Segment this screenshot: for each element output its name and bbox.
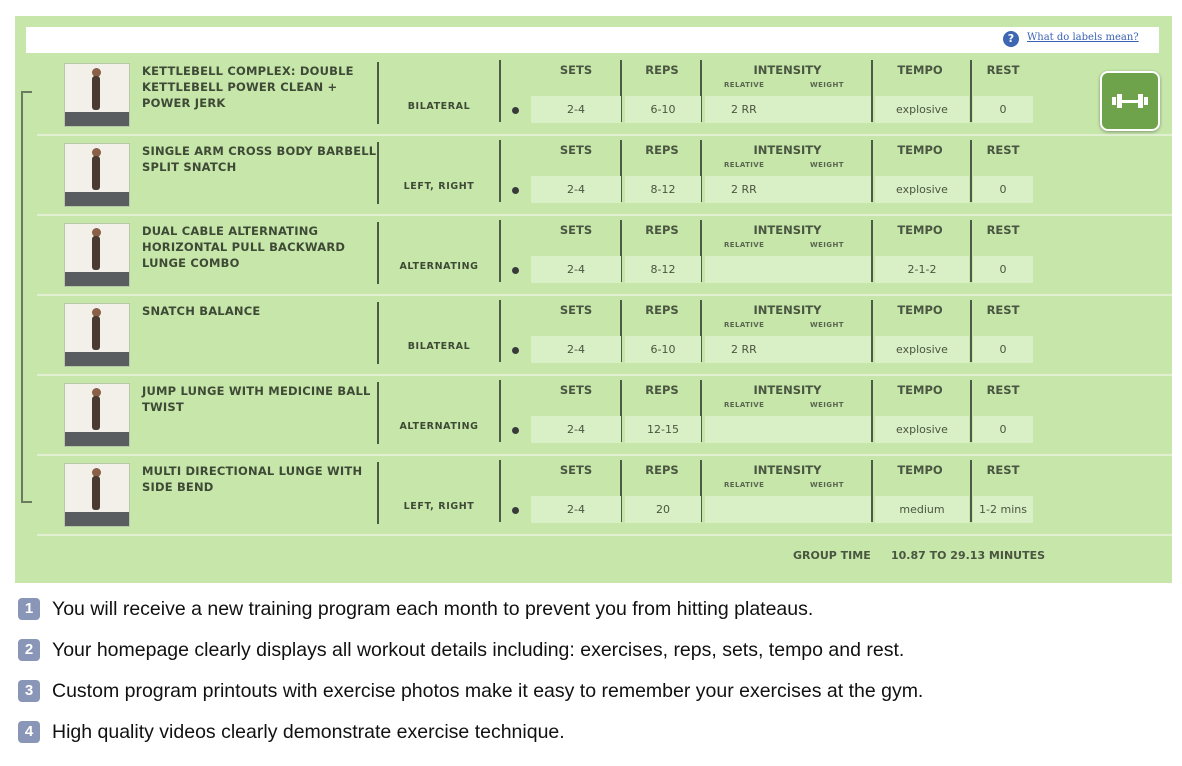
column-divider: [499, 60, 501, 122]
reps-value: 6-10: [625, 336, 701, 363]
exercise-name[interactable]: KETTLEBELL COMPLEX: DOUBLE KETTLEBELL POWER CLEAN + POWER JERK: [142, 64, 354, 110]
column-divider: [377, 302, 379, 364]
sets-value: 2-4: [531, 256, 621, 283]
tempo-header: TEMPO: [897, 463, 943, 477]
thumbnail-floor: [65, 192, 129, 206]
feature-note: [18, 719, 1168, 760]
exercise-thumbnail[interactable]: [64, 143, 130, 207]
panel-topbar: [26, 27, 1159, 53]
exercise-thumbnail[interactable]: [64, 463, 130, 527]
sets-value: 2-4: [531, 176, 621, 203]
workout-panel: [15, 16, 1172, 583]
bullet-dot: [512, 187, 519, 194]
intensity-weight-subheader: WEIGHT: [810, 401, 844, 409]
thumbnail-floor: [65, 352, 129, 366]
tempo-value: medium: [875, 496, 969, 523]
group-time-value: 10.87 TO 29.13 MINUTES: [891, 549, 1046, 562]
column-divider: [377, 382, 379, 444]
intensity-weight-subheader: WEIGHT: [810, 241, 844, 249]
bullet-dot: [512, 107, 519, 114]
intensity-header: INTENSITY: [753, 63, 822, 77]
column-divider: [499, 460, 501, 522]
thumbnail-figure-body: [92, 156, 100, 190]
exercise-name[interactable]: JUMP LUNGE WITH MEDICINE BALL TWIST: [142, 384, 371, 414]
column-divider: [871, 60, 873, 122]
side-label: LEFT, RIGHT: [403, 501, 475, 512]
reps-value: 8-12: [625, 256, 701, 283]
rest-header: REST: [986, 463, 1020, 477]
intensity-value: [705, 256, 871, 283]
exercise-list: [15, 56, 1172, 536]
dumbbell-icon: [1110, 91, 1150, 111]
rest-header: REST: [986, 63, 1020, 77]
question-icon[interactable]: ?: [1003, 31, 1019, 47]
reps-header: REPS: [645, 303, 679, 317]
thumbnail-floor: [65, 432, 129, 446]
exercise-thumbnail[interactable]: [64, 223, 130, 287]
number-badge: 4: [18, 721, 40, 743]
sets-header: SETS: [559, 383, 593, 397]
labels-help-link[interactable]: What do labels mean?: [1027, 32, 1139, 43]
intensity-relative-subheader: RELATIVE: [724, 321, 765, 329]
reps-header: REPS: [645, 383, 679, 397]
sets-header: SETS: [559, 63, 593, 77]
reps-header: REPS: [645, 223, 679, 237]
sets-header: SETS: [559, 223, 593, 237]
side-label: BILATERAL: [407, 341, 471, 352]
column-divider: [871, 140, 873, 202]
intensity-weight-subheader: WEIGHT: [810, 81, 844, 89]
exercise-name[interactable]: SINGLE ARM CROSS BODY BARBELL SPLIT SNATCH: [142, 144, 377, 174]
tempo-value: explosive: [875, 176, 969, 203]
number-badge: 1: [18, 598, 40, 620]
tempo-header: TEMPO: [897, 63, 943, 77]
thumbnail-floor: [65, 512, 129, 526]
intensity-value: 2 RR: [705, 96, 871, 123]
feature-note-text: You will receive a new training program each month to prevent you from hitting plateaus.: [52, 598, 814, 620]
thumbnail-figure-body: [92, 236, 100, 270]
tempo-value: 2-1-2: [875, 256, 969, 283]
column-divider: [871, 460, 873, 522]
tempo-value: explosive: [875, 96, 969, 123]
reps-value: 12-15: [625, 416, 701, 443]
bullet-dot: [512, 427, 519, 434]
intensity-header: INTENSITY: [753, 303, 822, 317]
reps-value: 6-10: [625, 96, 701, 123]
column-divider: [871, 380, 873, 442]
reps-value: 8-12: [625, 176, 701, 203]
tempo-value: explosive: [875, 336, 969, 363]
rest-value: 0: [973, 176, 1033, 203]
intensity-value: 2 RR: [705, 336, 871, 363]
tempo-header: TEMPO: [897, 143, 943, 157]
column-divider: [499, 380, 501, 442]
rest-header: REST: [986, 383, 1020, 397]
column-divider: [499, 140, 501, 202]
reps-value: 20: [625, 496, 701, 523]
side-label: ALTERNATING: [399, 421, 479, 432]
feature-notes: [18, 596, 1168, 760]
column-divider: [377, 462, 379, 524]
rest-value: 0: [973, 336, 1033, 363]
sets-header: SETS: [559, 463, 593, 477]
intensity-weight-subheader: WEIGHT: [810, 161, 844, 169]
number-badge: 2: [18, 639, 40, 661]
reps-header: REPS: [645, 143, 679, 157]
intensity-value: 2 RR: [705, 176, 871, 203]
dumbbell-button[interactable]: [1100, 71, 1160, 131]
intensity-relative-subheader: RELATIVE: [724, 241, 765, 249]
thumbnail-figure-body: [92, 316, 100, 350]
thumbnail-figure-body: [92, 76, 100, 110]
column-divider: [499, 300, 501, 362]
intensity-value: [705, 496, 871, 523]
sets-value: 2-4: [531, 336, 621, 363]
column-divider: [499, 220, 501, 282]
rest-value: 0: [973, 96, 1033, 123]
intensity-relative-subheader: RELATIVE: [724, 401, 765, 409]
exercise-thumbnail[interactable]: [64, 383, 130, 447]
sets-header: SETS: [559, 143, 593, 157]
bullet-dot: [512, 507, 519, 514]
bullet-dot: [512, 267, 519, 274]
feature-note-text: Your homepage clearly displays all workout details including: exercises, reps, sets, tempo and rest.: [52, 639, 905, 661]
number-badge: 3: [18, 680, 40, 702]
exercise-thumbnail[interactable]: [64, 63, 130, 127]
intensity-relative-subheader: RELATIVE: [724, 481, 765, 489]
rest-value: 1-2 mins: [973, 496, 1033, 523]
row-separator: [37, 534, 1172, 536]
thumbnail-floor: [65, 112, 129, 126]
rest-header: REST: [986, 223, 1020, 237]
intensity-header: INTENSITY: [753, 383, 822, 397]
thumbnail-figure-body: [92, 396, 100, 430]
side-label: LEFT, RIGHT: [403, 181, 475, 192]
side-label: BILATERAL: [407, 101, 471, 112]
column-divider: [377, 142, 379, 204]
exercise-row: [15, 216, 1172, 296]
exercise-thumbnail[interactable]: [64, 303, 130, 367]
intensity-weight-subheader: WEIGHT: [810, 481, 844, 489]
exercise-name[interactable]: DUAL CABLE ALTERNATING HORIZONTAL PULL BACKWARD LUNGE COMBO: [142, 224, 346, 270]
exercise-row: [15, 456, 1172, 536]
sets-value: 2-4: [531, 96, 621, 123]
exercise-row: [15, 296, 1172, 376]
intensity-header: INTENSITY: [753, 223, 822, 237]
intensity-value: [705, 416, 871, 443]
intensity-relative-subheader: RELATIVE: [724, 161, 765, 169]
reps-header: REPS: [645, 63, 679, 77]
rest-value: 0: [973, 256, 1033, 283]
side-label: ALTERNATING: [399, 261, 479, 272]
column-divider: [377, 222, 379, 284]
sets-value: 2-4: [531, 496, 621, 523]
feature-note-text: High quality videos clearly demonstrate exercise technique.: [52, 721, 565, 743]
reps-header: REPS: [645, 463, 679, 477]
exercise-row: [15, 56, 1172, 136]
column-divider: [377, 62, 379, 124]
intensity-header: INTENSITY: [753, 463, 822, 477]
intensity-header: INTENSITY: [753, 143, 822, 157]
rest-value: 0: [973, 416, 1033, 443]
intensity-relative-subheader: RELATIVE: [724, 81, 765, 89]
sets-value: 2-4: [531, 416, 621, 443]
sets-header: SETS: [559, 303, 593, 317]
exercise-name[interactable]: SNATCH BALANCE: [142, 304, 261, 318]
feature-note-text: Custom program printouts with exercise photos make it easy to remember your exercises at the gym.: [52, 680, 924, 702]
intensity-weight-subheader: WEIGHT: [810, 321, 844, 329]
bullet-dot: [512, 347, 519, 354]
tempo-value: explosive: [875, 416, 969, 443]
thumbnail-floor: [65, 272, 129, 286]
feature-note: [18, 678, 1168, 719]
thumbnail-figure-body: [92, 476, 100, 510]
rest-header: REST: [986, 143, 1020, 157]
feature-note: [18, 596, 1168, 637]
exercise-row: [15, 376, 1172, 456]
feature-note: [18, 637, 1168, 678]
tempo-header: TEMPO: [897, 303, 943, 317]
tempo-header: TEMPO: [897, 223, 943, 237]
group-time-label: GROUP TIME: [793, 549, 871, 562]
exercise-name[interactable]: MULTI DIRECTIONAL LUNGE WITH SIDE BEND: [142, 464, 363, 494]
rest-header: REST: [986, 303, 1020, 317]
column-divider: [871, 220, 873, 282]
tempo-header: TEMPO: [897, 383, 943, 397]
column-divider: [871, 300, 873, 362]
exercise-row: [15, 136, 1172, 216]
